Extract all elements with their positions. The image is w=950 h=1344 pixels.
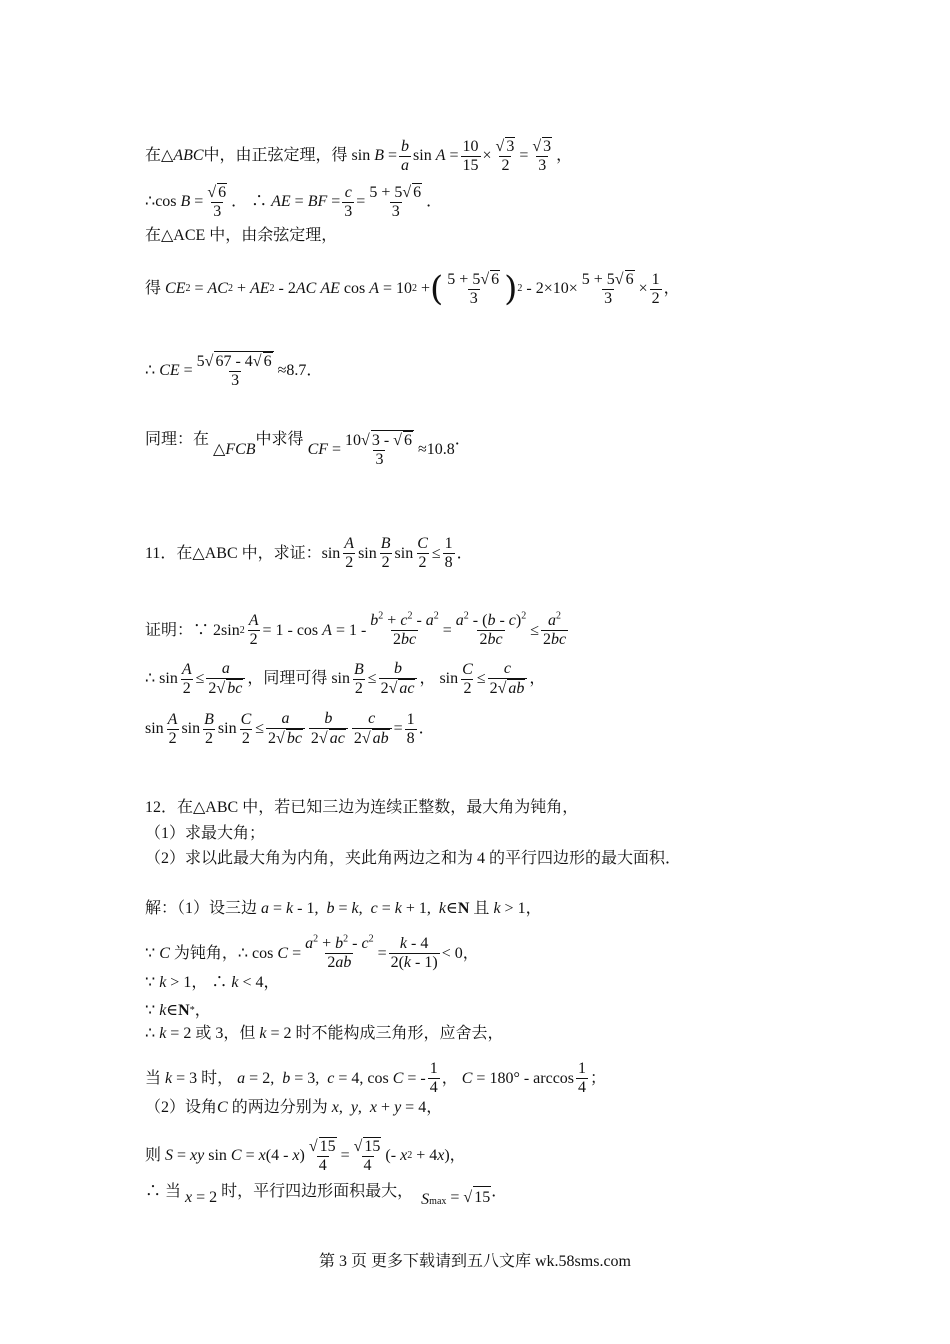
proof-line-3: sin $\frac{A}{2}$ sin $\frac{B}{2}$ sin $\frac{C}{2}$ ≤ $\frac{a}{2√ bc}$ $\frac{b}{2√ ac}$ $\frac{c}{2√ ab}$ = $\frac{1}{8}$ ． bbox=[145, 710, 435, 748]
solution-line-6: 当 k = 3 时， a = 2, b = 3, c = 4, cos C = - $\frac{1}{4}$ ， C = 180° - arccos $\frac{1}{4}$ ； bbox=[145, 1060, 607, 1096]
proof-line-1: 证明：∵ 2sin 2 $\frac{A}{2}$ = 1 - cos A = 1 - $\frac{b^2 + c^2 - a^2}{2bc}$ = $\frac{a^2 - (b - c)^2}{2bc}$ ≤ $\frac{a^2}{2bc}$ bbox=[145, 610, 567, 648]
proof-line-2: ∴ sin $\frac{A}{2}$ ≤ $\frac{a}{2√ bc}$ ，同理可得 sin $\frac{B}{2}$ ≤ $\frac{b}{2√ ac}$ ， sin $\frac{C}{2}$ ≤ $\frac{c}{2√ ab}$ ， bbox=[145, 660, 545, 698]
solution-line-7: （2）设角 C 的两边分别为 x , y , x + y = 4， bbox=[145, 1099, 443, 1116]
solution-line-3: ∵ k > 1， ∴ k < 4， bbox=[145, 974, 280, 991]
problem-12-q2: （2）求以此最大角为内角，夹此角两边之和为 4 的平行四边形的最大面积． bbox=[145, 850, 682, 867]
solution-line-1: 解：（1）设三边 a = k - 1, b = k , c = k + 1, k ∈ N 且 k > 1， bbox=[145, 900, 542, 917]
solution-line-4: ∵ k ∈ N * ， bbox=[145, 1002, 211, 1019]
law-of-cosines-intro: 在△ACE 中，由余弦定理， bbox=[145, 227, 338, 244]
text: 在△ bbox=[145, 147, 174, 164]
law-of-sines-line: 在△ ABC 中，由正弦定理，得 sin B = $\frac{b}{a}$ sin A = $\frac{10}{15}$ × √ $\frac{3}{2}$ = √ $\frac{3}{3}$ ， bbox=[145, 137, 572, 175]
problem-11-title: 11．在△ABC 中，求证： sin $\frac{A}{2}$ sin $\frac{B}{2}$ sin $\frac{C}{2}$ ≤ $\frac{1}{8}$ ． bbox=[145, 535, 473, 571]
solution-line-8: 则 S = xy sin C = x (4 - x ) √ $\frac{15}{4}$ = √ $\frac{15}{4}$ (- x 2 + 4 x )， bbox=[145, 1137, 466, 1175]
CF-value-line: 同理：在 △FCB 中求得 CF = $\frac{10√ 3 - √ 6}{3}$ ≈10.8 ． bbox=[145, 420, 471, 459]
page-footer: 第 3 页 更多下载请到五八文库 wk.58sms.com bbox=[318, 1253, 631, 1270]
problem-12-q1: （1）求最大角； bbox=[145, 825, 266, 842]
CE-value-line: ∴ CE = $\frac{5√ 67 - 4√ 6}{3}$ ≈8.7． bbox=[145, 351, 322, 390]
CE-squared-line: 得 CE 2 = AC 2 + AE 2 - 2 AC AE cos A = 10 2 + ( $\frac{5 + 5√ 6}{3}$ ) 2 - 2×10× $\frac{5 + 5√ 6}{3}$ × $\frac{1}{2}$ ， bbox=[145, 270, 680, 308]
cosB-line: ∴ cos B = √ $\frac{6}{3}$ ． ∴ AE = BF = $\frac{c}{3}$ = $\frac{5 + 5√ 6}{3}$ ． bbox=[145, 183, 442, 221]
solution-line-2: ∵ C 为钝角， ∴ cos C = $\frac{a^2 + b^2 - c^2}{2ab}$ = $\frac{k - 4}{2(k - 1)}$ < 0， bbox=[145, 933, 479, 971]
solution-line-9: ∴ 当 x = 2 时，平行四边形面积最大， S $_{max}$ = √ 15 ． bbox=[145, 1180, 507, 1203]
triangle-label: ABC bbox=[173, 147, 204, 164]
problem-12-title: 12．在△ABC 中，若已知三边为连续正整数，最大角为钝角， bbox=[145, 799, 579, 816]
text: 中，由正弦定理，得 bbox=[203, 147, 348, 164]
solution-line-5: ∴ k = 2 或 3，但 k = 2 时不能构成三角形，应舍去， bbox=[145, 1025, 504, 1042]
